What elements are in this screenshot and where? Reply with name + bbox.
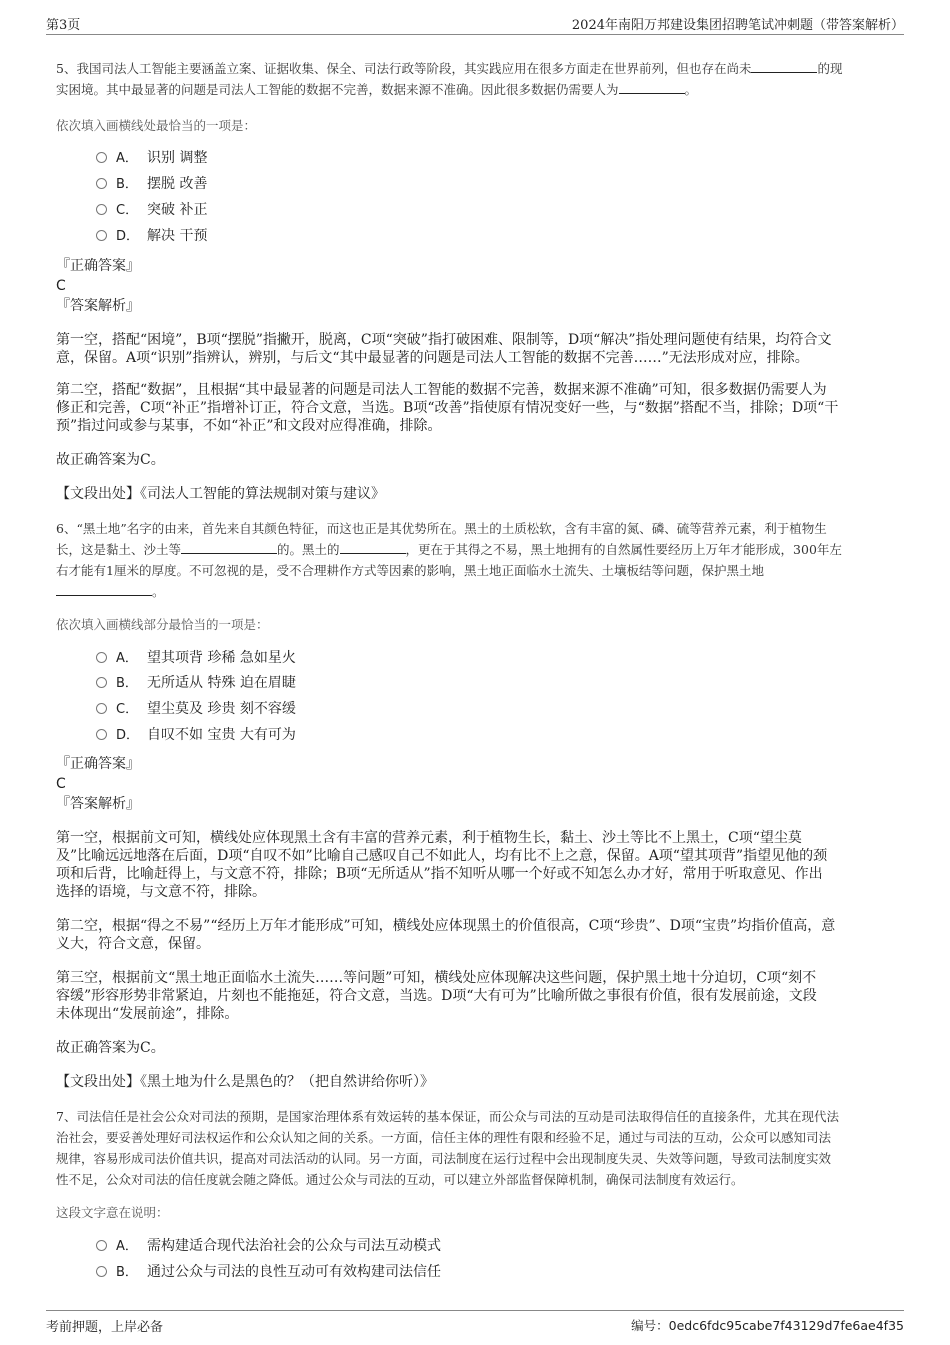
blank xyxy=(181,541,277,554)
blank xyxy=(619,81,685,94)
radio-icon[interactable] xyxy=(96,677,107,688)
question-5-prompt: 依次填入画横线处最恰当的一项是： xyxy=(56,118,257,133)
analysis-tag: 『答案解析』 xyxy=(56,298,140,314)
question-5-text xyxy=(56,58,898,100)
q6-analysis-p2: 第二空，根据“得之不易”“经历上万年才能形成”可知，横线处应体现黑土的价值很高，C项“珍贵”、D项“宝贵”均指价值高，意 义大，符合文意，保留。 xyxy=(56,918,836,952)
q5-text-c: 实困境。其中最显著的问题是司法人工智能的数据不完善，数据来源不准确。因此很多数据仍需要人为 xyxy=(56,82,619,97)
document-title: 2024年南阳万邦建设集团招聘笔试冲刺题（带答案解析） xyxy=(571,18,904,33)
q6-option-a[interactable]: A． 望其项背 珍稀 急如星火 xyxy=(96,647,296,669)
blank xyxy=(56,583,152,596)
analysis-tag: 『答案解析』 xyxy=(56,796,140,812)
radio-icon[interactable] xyxy=(96,230,107,241)
blank xyxy=(340,541,406,554)
radio-icon[interactable] xyxy=(96,1240,107,1251)
q5-text-d: 。 xyxy=(684,82,698,97)
q6-conclusion: 故正确答案为C。 xyxy=(56,1040,165,1056)
question-7-text: 7、司法信任是社会公众对司法的预期，是国家治理体系有效运转的基本保证，而公众与司法的互动是司法取得信任的直接条件，尤其在现代法 治社会，要妥善处理好司法权运作和公众认知之间的关系。一方面，信任主体的理性有限和经验不足，通过与司法的互动，公众可以感知司法 规律，容易形成司法价值共识，提高对司法活动的认同。另一方面，司法制度在运行过程中会出现制度失灵、失效等问题，导致司法制度实效 性不足，公众对司法的信任度就会随之降低。通过公众与司法的互动，可以建立外部监督保障机制，确保司法制度有效运行。 xyxy=(56,1109,839,1187)
q6-option-c[interactable]: C． 望尘莫及 珍贵 刻不容缓 xyxy=(96,698,296,720)
q5-analysis-p2: 第二空，搭配“数据”，且根据“其中最显著的问题是司法人工智能的数据不完善，数据来源不准确”可知，很多数据仍需要人为 修正和完善，C项“补正”指增补订正，符合文意，当选。B项“改善”指使原有情况变好一些，与“数据”搭配不当，排除；D项“干 预”指过问或参与某事，不如“补正”和文段对应得准确，排除。 xyxy=(56,382,839,434)
radio-icon[interactable] xyxy=(96,652,107,663)
radio-icon[interactable] xyxy=(96,152,107,163)
page-number: 第3页 xyxy=(46,18,81,33)
q5-answer-block xyxy=(56,256,898,316)
document-code: 编号：0edc6fdc95cabe7f43129d7fe6ae4f35 xyxy=(631,1318,904,1333)
radio-icon[interactable] xyxy=(96,1266,107,1277)
q7-option-a[interactable]: A． 需构建适合现代法治社会的公众与司法互动模式 xyxy=(96,1235,441,1257)
answer-value: C xyxy=(56,278,66,294)
q6-source: 【文段出处】《黑土地为什么是黑色的？（把自然讲给你听）》 xyxy=(56,1074,434,1090)
q5-conclusion: 故正确答案为C。 xyxy=(56,452,165,468)
answer-value: C xyxy=(56,776,66,792)
question-6-prompt: 依次填入画横线部分最恰当的一项是： xyxy=(56,617,269,632)
q6-analysis-p1: 第一空，根据前文可知，横线处应体现黑土含有丰富的营养元素，利于植物生长，黏土、沙土等比不上黑土，C项“望尘莫 及”比喻远远地落在后面，D项“自叹不如”比喻自己感叹自己不如此人，均有比不上之意，保留。A项“望其项背”指望见他的颈 项和后背，比喻赶得上，与文意不符，排除；B项“无所适从”指不知听从哪一个好或不知怎么办才好，常用于听取意见、作出 选择的语境，与文意不符，排除。 xyxy=(56,830,828,900)
q7-option-b[interactable]: B． 通过公众与司法的良性互动可有效构建司法信任 xyxy=(96,1261,441,1283)
q6-answer-block xyxy=(56,754,898,814)
q5-analysis-p1: 第一空，搭配“困境”，B项“摆脱”指撇开，脱离，C项“突破”指打破困难、限制等，D项“解决”指处理问题使有结果，均符合文 意，保留。A项“识别”指辨认，辨别，与后文“其中最显著的问题是司法人工智能的数据不完善……”无法形成对应，排除。 xyxy=(56,332,832,366)
radio-icon[interactable] xyxy=(96,178,107,189)
q5-option-c[interactable]: C． 突破 补正 xyxy=(96,199,207,221)
q5-option-b[interactable]: B． 摆脱 改善 xyxy=(96,173,207,195)
radio-icon[interactable] xyxy=(96,703,107,714)
q5-option-a[interactable]: A． 识别 调整 xyxy=(96,147,207,169)
q5-option-d[interactable]: D． 解决 干预 xyxy=(96,225,207,247)
q5-text-a: 5、我国司法人工智能主要涵盖立案、证据收集、保全、司法行政等阶段，其实践应用在很多方面走在世界前列，但也存在尚未 xyxy=(56,61,752,76)
question-7-prompt: 这段文字意在说明： xyxy=(56,1205,169,1220)
answer-tag: 『正确答案』 xyxy=(56,258,140,274)
page-header xyxy=(46,10,904,35)
page-footer xyxy=(46,1310,904,1337)
answer-tag: 『正确答案』 xyxy=(56,756,140,772)
q6-analysis-p3: 第三空，根据前文“黑土地正面临水土流失……等问题”可知，横线处应体现解决这些问题，保护黑土地十分迫切，C项“刻不 容缓”形容形势非常紧迫，片刻也不能拖延，符合文意，当选。D项“大有可为”比喻所做之事很有价值，很有发展前途，文段 未体现出“发展前途”，排除。 xyxy=(56,970,817,1022)
q5-text-b: 的现 xyxy=(817,61,843,76)
radio-icon[interactable] xyxy=(96,729,107,740)
q6-option-d[interactable]: D． 自叹不如 宝贵 大有可为 xyxy=(96,724,296,746)
question-6-text: 6、“黑土地”名字的由来，首先来自其颜色特征，而这也正是其优势所在。黑土的土质松软，含有丰富的氮、磷、硫等营养元素，利于植物生 长，这是黏土、沙土等 的。黑土的 ，更在于其得之不易，黑土地拥有的自然属性要经历上万年才能形成，300年左 右才能有1厘米的厚度。不可忽视的是，受不合理耕作方式等因素的影响，黑土地正面临水土流失、土壤板结等问题，保护黑土地 。 xyxy=(56,521,842,599)
q6-option-b[interactable]: B． 无所适从 特殊 迫在眉睫 xyxy=(96,672,296,694)
blank xyxy=(751,60,817,73)
q5-source: 【文段出处】《司法人工智能的算法规制对策与建议》 xyxy=(56,486,385,502)
footer-slogan: 考前押题，上岸必备 xyxy=(46,1320,164,1335)
radio-icon[interactable] xyxy=(96,204,107,215)
